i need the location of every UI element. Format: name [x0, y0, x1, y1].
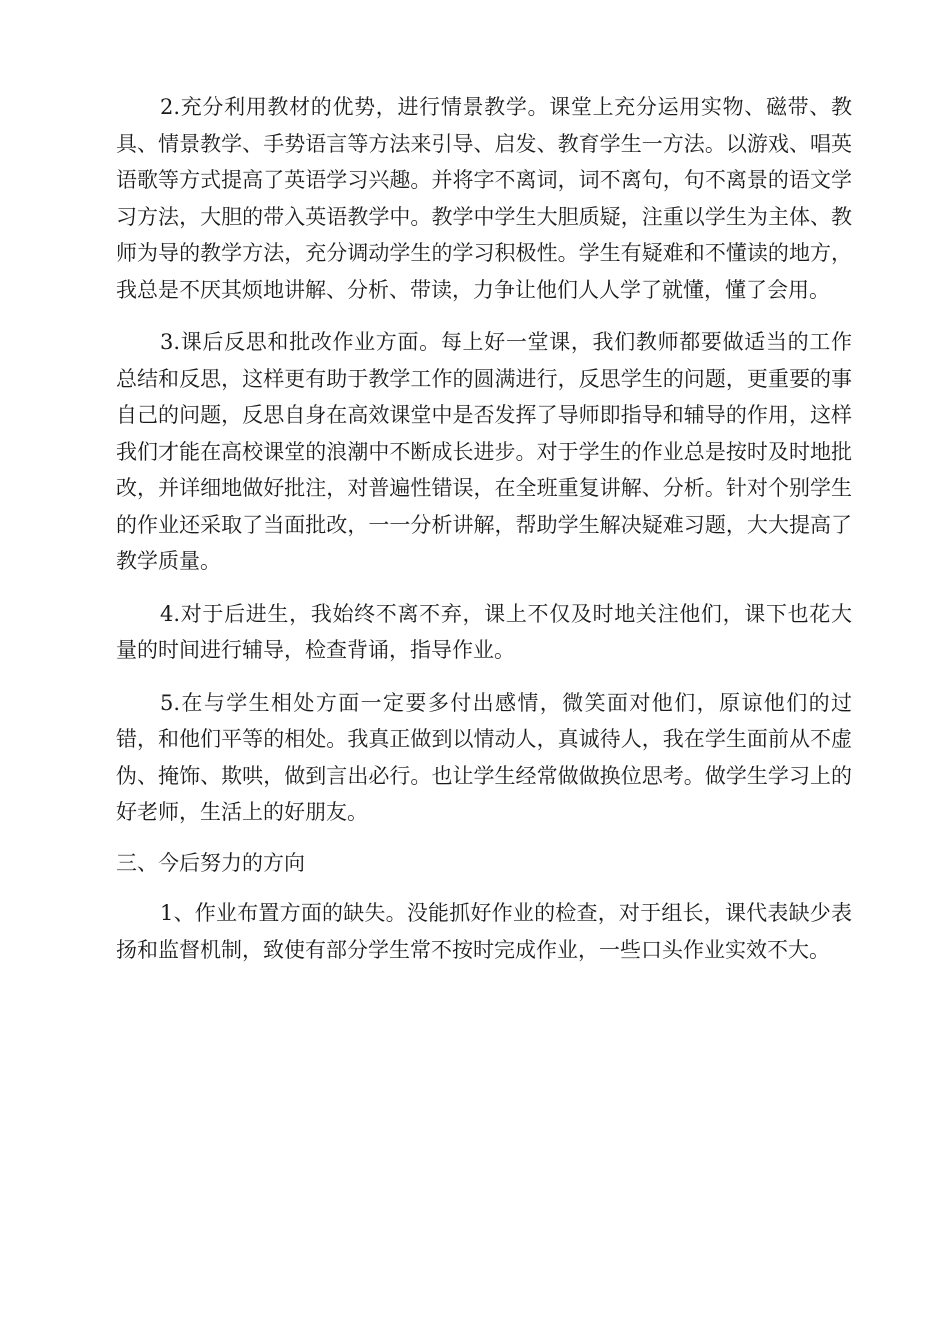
section-heading: 三、今后努力的方向	[116, 850, 305, 875]
paragraph-item-5: 5.在与学生相处方面一定要多付出感情，微笑面对他们，原谅他们的过错，和他们平等的相处。我真正做到以情动人，真诚待人，我在学生面前从不虚伪、掩饰、欺哄，做到言出必行。也让学生经常做做换位思考。做学生学习上的好老师，生活上的好朋友。	[116, 690, 852, 824]
paragraph-item-4: 4.对于后进生，我始终不离不弃，课上不仅及时地关注他们，课下也花大量的时间进行辅导，检查背诵，指导作业。	[116, 601, 852, 662]
paragraph-item-2: 2.充分利用教材的优势，进行情景教学。课堂上充分运用实物、磁带、教具、情景教学、手势语言等方法来引导、启发、教育学生一方法。以游戏、唱英语歌等方式提高了英语学习兴趣。并将字不离词，词不离句，句不离景的语文学习方法，大胆的带入英语教学中。教学中学生大胆质疑，注重以学生为主体、教师为导的教学方法，充分调动学生的学习积极性。学生有疑难和不懂读的地方，我总是不厌其烦地讲解、分析、带读，力争让他们人人学了就懂，懂了会用。	[116, 95, 852, 302]
document-page	[116, 89, 852, 968]
paragraph-future-1: 1、作业布置方面的缺失。没能抓好作业的检查，对于组长，课代表缺少表扬和监督机制，致使有部分学生常不按时完成作业，一些口头作业实效不大。	[116, 901, 852, 962]
paragraph-item-3: 3.课后反思和批改作业方面。每上好一堂课，我们教师都要做适当的工作总结和反思，这样更有助于教学工作的圆满进行，反思学生的问题，更重要的事自己的问题，反思自身在高效课堂中是否发挥了导师即指导和辅导的作用，这样我们才能在高校课堂的浪潮中不断成长进步。对于学生的作业总是按时及时地批改，并详细地做好批注，对普遍性错误，在全班重复讲解、分析。针对个别学生的作业还采取了当面批改，一一分析讲解，帮助学生解决疑难习题，大大提高了教学质量。	[116, 330, 852, 573]
